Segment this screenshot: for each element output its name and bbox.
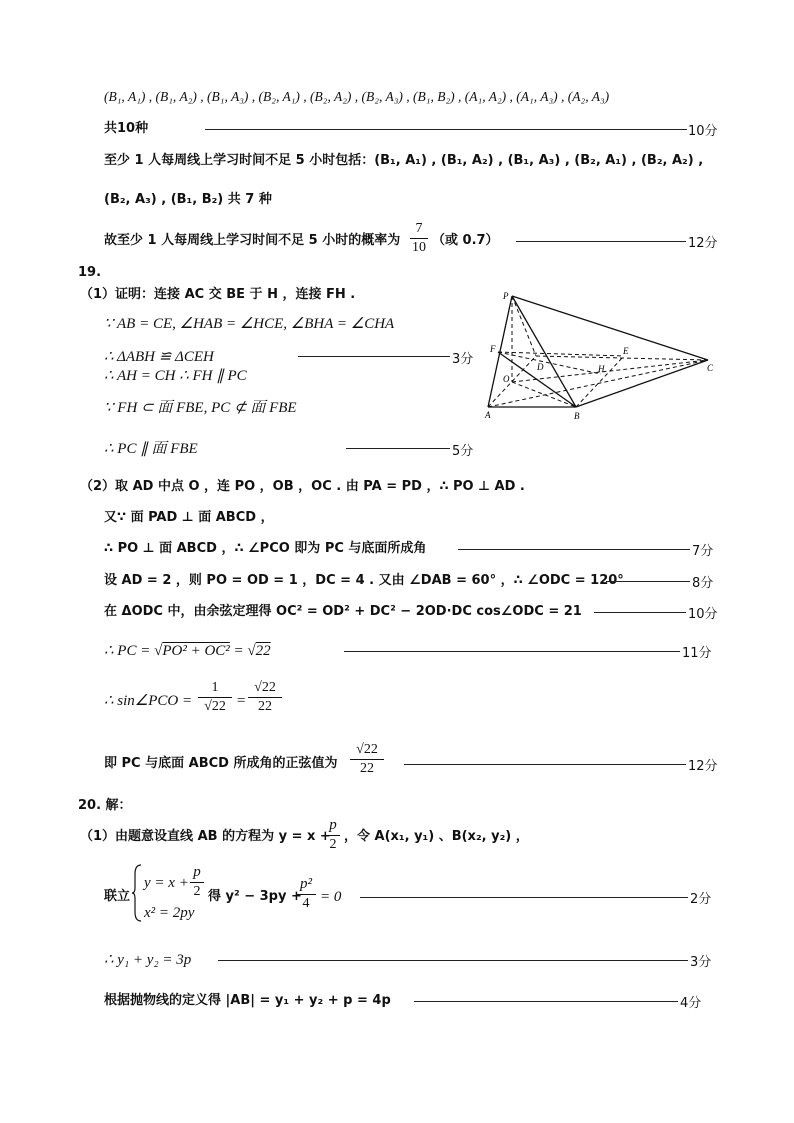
q20-line4: 根据抛物线的定义得 |AB| = y₁ + y₂ + p = 4p (104, 993, 391, 1008)
answer-den: 22 (360, 761, 374, 776)
score-2: 2分 (690, 892, 712, 907)
label-O: O (503, 374, 510, 384)
score-leader (298, 356, 450, 357)
q19-p2-line7: ∴ sin∠PCO = (104, 693, 193, 709)
answer-num: √22 (356, 742, 378, 757)
q20-line3: ∴ y₁ + y₂ = 3p (104, 952, 192, 968)
system-eq1-fraction (190, 864, 204, 900)
pyramid-figure (476, 288, 720, 423)
q19-p1-line3: ∴ ΔABH ≌ ΔCEH (104, 349, 214, 365)
q19-p2-line3: ∴ PO ⊥ 面 ABCD ，∴ ∠PCO 即为 PC 与底面所成角 (104, 541, 427, 556)
prob-den: 10 (412, 240, 426, 255)
q20-line1b: ，令 A(x₁, y₁) 、B(x₂, y₂) ， (344, 829, 529, 844)
q19-p1-line5: ∵ FH ⊂ 面 FBE, PC ⊄ 面 FBE (104, 400, 297, 416)
label-E: E (623, 346, 629, 356)
sin-f2-den: 22 (258, 699, 272, 714)
label-B: B (574, 411, 580, 421)
score-leader (346, 448, 450, 449)
score-leader (218, 960, 688, 961)
system-eq1: y = x + (144, 875, 189, 891)
sin-f1-den: √22 (204, 699, 226, 714)
edge-DC (536, 356, 708, 360)
q19-p2-line2: 又∵ 面 PAD ⊥ 面 ABCD ， (104, 510, 274, 525)
edge-FE (498, 352, 624, 356)
system-eq2: x² = 2py (144, 905, 195, 921)
q19-p2-line5: 在 ΔODC 中，由余弦定理得 OC² = OD² + DC² − 2OD·DC cos∠ODC = 21 (104, 604, 582, 619)
score-leader (205, 129, 687, 130)
edge-OB (512, 382, 576, 407)
label-F: F (490, 344, 496, 354)
score-4: 4分 (680, 996, 702, 1011)
sin-f2-num: √22 (254, 680, 276, 695)
label-C: C (707, 363, 714, 373)
pc-radicand: PO² + OC² (162, 643, 230, 659)
label-P: P (503, 291, 509, 301)
score-12a: 12分 (688, 236, 718, 251)
sin-fraction-1 (198, 680, 232, 715)
q19-p2-line6 (104, 642, 271, 660)
total-line: 共10种 (104, 121, 149, 136)
score-11: 11分 (682, 646, 712, 661)
q19-p2-line8: 即 PC 与底面 ABCD 所成角的正弦值为 (104, 756, 338, 771)
pc-result: 22 (255, 643, 271, 659)
prob-fraction (410, 221, 428, 256)
sin-fraction-2 (248, 680, 282, 715)
q20-f-num: p (329, 817, 337, 833)
q19-p1-line1: （1）证明：连接 AC 交 BE 于 H ，连接 FH . (80, 287, 356, 302)
score-3: 3分 (452, 352, 474, 367)
score-leader (516, 241, 686, 242)
prob-prefix: 故至少 1 人每周线上学习时间不足 5 小时的概率为 (104, 233, 401, 248)
q20-line1: （1）由题意设直线 AB 的方程为 y = x + (80, 829, 331, 844)
system-eq1-num: p (193, 864, 201, 880)
score-leader (344, 651, 680, 652)
q20-system-label: 联立 (104, 889, 131, 904)
label-H: H (598, 364, 605, 374)
q19-p1-line4: ∴ AH = CH ∴ FH ∥ PC (104, 368, 247, 384)
edge-PD (512, 296, 536, 356)
pairs-line: (B₁, A₁) , (B₁, A₂) , (B₁, A₃) , (B₂, A₁) , (B₂, A₂) , (B₂, A₃) , (B₁, B₂) , (A₁, A₂) , (A₁, A₃) , (A₂, A₃) (104, 89, 610, 104)
label-A: A (485, 410, 491, 420)
q19-p2-line1: （2）取 AD 中点 O ，连 PO ，OB ，OC . 由 PA = PD ，∴ PO ⊥ AD . (80, 479, 525, 494)
q20-f-den: 2 (329, 837, 337, 852)
system-brace (132, 864, 142, 922)
score-leader (458, 549, 690, 550)
pc-equals: = √ (229, 643, 256, 659)
score-leader (404, 764, 686, 765)
score-leader (414, 1001, 678, 1002)
system-result: 得 y² − 3py + (208, 889, 302, 904)
edge-BC (576, 360, 708, 407)
system-result-num: p² (300, 876, 312, 892)
edge-PC (512, 296, 708, 360)
prob-suffix: （或 0.7） (432, 233, 499, 248)
sin-equals: = (236, 693, 247, 709)
prob-num: 7 (415, 221, 423, 236)
q20-fraction-p2 (326, 817, 340, 853)
score-leader (594, 612, 686, 613)
system-result-fraction (296, 876, 316, 912)
atleast-line: 至少 1 人每周线上学习时间不足 5 小时包括：(B₁, A₁) , (B₁, A₂) , (B₁, A₃) , (B₂, A₁) , (B₂, A₂) , (104, 153, 704, 168)
system-eq1-den: 2 (193, 884, 201, 899)
edge-FB (498, 352, 576, 407)
score-8: 8分 (692, 576, 714, 591)
score-5: 5分 (452, 444, 474, 459)
atleast-line-2: (B₂, A₃) , (B₁, B₂) 共 7 种 (104, 192, 272, 207)
q19-p1-line2: ∵ AB = CE, ∠HAB = ∠HCE, ∠BHA = ∠CHA (104, 316, 395, 332)
score-7: 7分 (692, 544, 714, 559)
q19-number: 19. (78, 265, 102, 280)
label-D: D (537, 362, 544, 372)
score-10a: 10分 (688, 124, 718, 139)
q20-heading: 20. 解： (78, 798, 132, 813)
score-leader (360, 897, 688, 898)
sin-f1-num: 1 (211, 680, 219, 695)
score-leader (606, 581, 690, 582)
system-result-den: 4 (302, 896, 310, 911)
q19-p1-line6: ∴ PC ∥ 面 FBE (104, 441, 198, 457)
score-12b: 12分 (688, 759, 718, 774)
score-3b: 3分 (690, 955, 712, 970)
q19-p2-line4: 设 AD = 2 ，则 PO = OD = 1 ，DC = 4 . 又由 ∠DAB = 60° ，∴ ∠ODC = 120° (104, 573, 624, 588)
pc-prefix: ∴ PC = √ (104, 643, 163, 659)
answer-fraction (350, 742, 384, 777)
system-result-end: = 0 (320, 889, 342, 905)
score-10b: 10分 (688, 607, 718, 622)
